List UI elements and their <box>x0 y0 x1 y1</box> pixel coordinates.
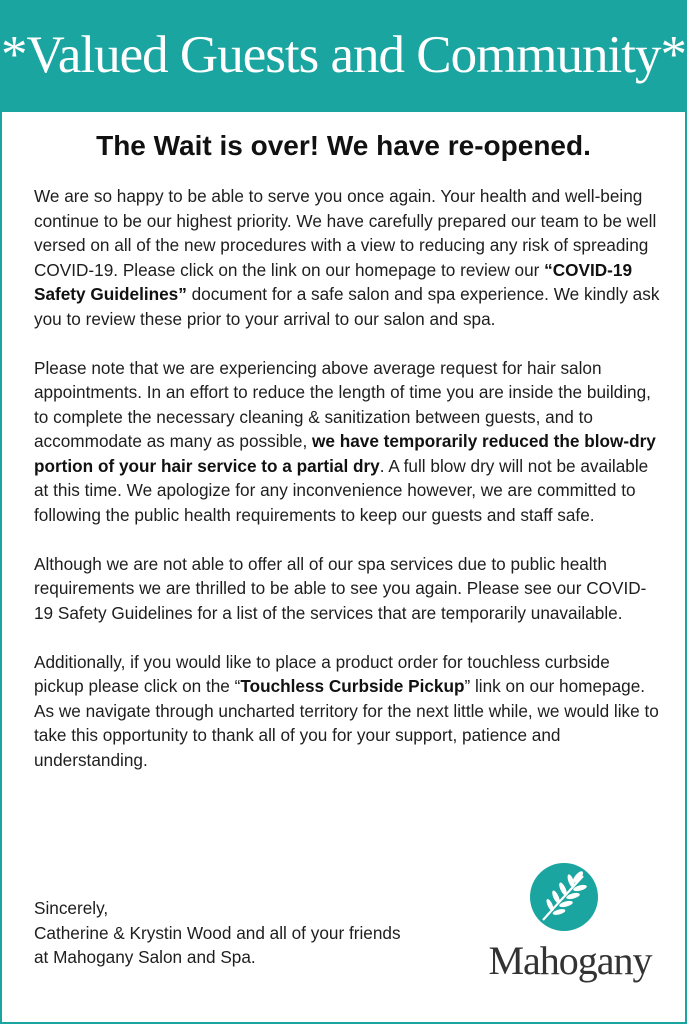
paragraph-curbside <box>34 650 664 773</box>
signoff-line-2: Catherine & Krystin Wood and all of your friends <box>34 922 401 943</box>
partial-dry-emphasis: we have temporarily reduced the blow-dry portion of your hair service to a partial dry <box>34 431 656 476</box>
letter-body <box>34 184 664 772</box>
paragraph-curbside-text-b: ” link on our homepage. As we navigate through uncharted territory for the next little while, we would like to take this opportunity to thank all of you for your support, patience and understanding. <box>34 676 659 770</box>
signoff-line-3: at Mahogany Salon and Spa. <box>34 947 256 967</box>
covid-guidelines-emphasis: “COVID-19 Safety Guidelines” <box>34 259 633 304</box>
signoff-line-1: Sincerely, <box>34 898 109 918</box>
paragraph-intro-text-a: We are so happy to be able to serve you once again. Your health and well-being continue to be our highest priority. We have carefully prepared our team to be well versed on all of the new procedures with a view to reducing any risk of spreading COVID-19. Please click on the link on our homepage to review our <box>34 186 657 280</box>
curbside-pickup-emphasis: Touchless Curbside Pickup <box>240 676 465 696</box>
logo-wordmark: Mahogany <box>488 938 652 983</box>
leaf-branch-icon <box>529 862 599 932</box>
page-headline: The Wait is over! We have re-opened. <box>96 130 591 161</box>
header-banner <box>0 0 687 112</box>
paragraph-blow-dry-text-a: Please note that we are experiencing above average request for hair salon appointments. In an effort to reduce the length of time you are inside the building, to complete the necessary cleaning & sanitization between guests, and to accommodate as many as possible, <box>34 357 651 451</box>
paragraph-intro-text-b: document for a safe salon and spa experience. We kindly ask you to review these prior to your arrival to our salon and spa. <box>34 284 660 329</box>
paragraph-blow-dry <box>34 356 664 528</box>
paragraph-blow-dry-text-b: . A full blow dry will not be available at this time. We apologize for any inconvenience however, we are committed to following the public health requirements to keep our guests and staff safe. <box>34 455 649 525</box>
banner-title: *Valued Guests and Community* <box>1 26 686 84</box>
paragraph-curbside-text-a: Additionally, if you would like to place a product order for touchless curbside pickup please click on the “ <box>34 651 610 696</box>
signoff <box>34 896 494 970</box>
paragraph-intro <box>34 184 664 331</box>
mahogany-logo <box>485 862 655 1002</box>
paragraph-spa-services: Although we are not able to offer all of our spa services due to public health requirements we are thrilled to be able to see you again. Please see our COVID-19 Safety Guidelines for a list of the services that are temporarily unavailable. <box>34 553 647 623</box>
